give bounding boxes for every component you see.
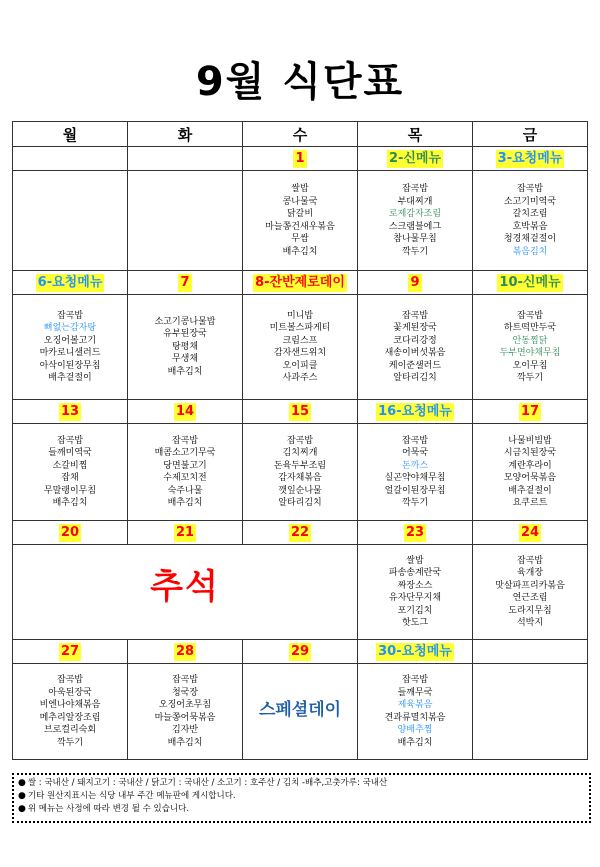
menu-item: 미트볼스파게티 [269,323,331,333]
notes-box [12,773,591,823]
weekday-tue: 화 [128,122,243,147]
menu-item: 로제감자조림 [388,209,442,219]
menu-item: 크림스프 [282,335,318,346]
bullet-icon: ● [18,778,26,788]
date-cell-thu [358,521,473,545]
menu-cell-thu [358,295,473,400]
menu-item: 잡곡밥 [56,310,84,321]
date-cell-mon [13,521,128,545]
date-cell-tue [128,640,243,664]
date-cell-wed [243,400,358,424]
note-text: 위 메뉴는 사정에 따라 변경 될 수 있습니다. [27,804,190,814]
menu-item: 육개장 [516,568,544,578]
menu-item: 맛살파프리카볶음 [495,580,565,591]
menu-item: 스크램블에그 [388,221,442,232]
menu-item: 배추김치 [52,498,88,508]
menu-item: 어묵국 [401,448,429,458]
date-cell-mon [13,271,128,295]
note-text: 쌀 : 국내산 / 돼지고기 : 국내산 / 닭고기 : 국내산 / 소고기 : 호주산 / 김치 -배추,고춧가루: 국내산 [27,778,388,788]
weekday-mon: 월 [13,122,128,147]
menu-item: 모양어묵볶음 [503,473,557,483]
note-origin-display [18,790,585,803]
menu-cell-fri [473,664,588,760]
menu-cell-mon [13,295,128,400]
menu-item: 케이준샐러드 [388,360,442,371]
menu-item: 들깨미역국 [48,448,92,458]
menu-item: 요쿠르트 [512,498,548,508]
menu-item: 감자채볶음 [278,473,322,483]
menu-item: 오징어초무침 [158,700,212,710]
menu-item: 참나물무침 [393,234,437,244]
menu-item: 갈치조림 [512,209,548,219]
date-cell-tue [128,147,243,171]
menu-item: 계란후라이 [508,460,552,471]
menu-item: 새송이버섯볶음 [384,348,446,358]
date-label: 17 [520,403,540,419]
menu-item: 제육볶음 [397,700,433,710]
menu-item: 감자샌드위치 [273,348,327,358]
menu-cell-wed [243,424,358,521]
date-cell-mon [13,400,128,424]
menu-item: 잡곡밥 [56,675,84,685]
date-label: 7 [180,274,190,290]
date-cell-fri [473,640,588,664]
menu-item: 소갈비찜 [52,460,88,471]
menu-row [13,424,588,521]
date-cell-wed [243,521,358,545]
menu-cell-thu [358,664,473,760]
date-row [13,521,588,545]
menu-cell-thu [358,424,473,521]
menu-item: 시금치된장국 [503,448,557,458]
menu-item: 김치찌개 [282,448,318,458]
menu-item: 사과주스 [282,373,318,383]
menu-cell-fri [473,295,588,400]
menu-item: 무쌈 [291,234,309,244]
date-label: 1 [295,150,305,166]
menu-item: 마카로니샐러드 [39,348,101,358]
menu-item: 코다리강정 [393,335,437,346]
menu-cell-mon [13,171,128,271]
bullet-icon: ● [18,791,26,801]
menu-item: 잡곡밥 [286,435,314,446]
menu-item: 들깨무국 [397,687,433,698]
menu-item: 소고기미역국 [503,196,557,207]
weekday-wed: 수 [243,122,358,147]
page-title: 9월 식단표 [195,59,405,105]
menu-item: 마늘쫑건새우볶음 [265,221,335,232]
menu-item: 알타리김치 [278,498,322,508]
menu-item: 매콤소고기무국 [154,448,216,458]
date-label: 22 [290,524,310,540]
menu-cell-mon [13,424,128,521]
menu-item: 하트떡만두국 [503,323,557,333]
menu-item: 배추겉절이 [508,485,552,496]
holiday-cell [13,545,358,640]
menu-item: 오징어볼고기 [43,335,97,346]
menu-item: 잡곡밥 [516,310,544,321]
date-label: 10-신메뉴 [499,274,561,290]
menu-item: 잡곡밥 [401,184,429,194]
menu-cell-thu [358,545,473,640]
date-cell-fri [473,521,588,545]
meal-calendar [12,121,588,760]
menu-item: 돈육두부조림 [273,460,327,471]
menu-item: 유자단무지채 [388,593,442,603]
menu-cell-tue [128,295,243,400]
menu-item: 잡채 [61,473,79,483]
date-label: 9 [410,274,420,290]
menu-item: 쌀밥 [406,555,424,566]
menu-item: 청경채겉절이 [503,234,557,244]
date-cell-wed [243,147,358,171]
menu-item: 메추리알장조림 [39,712,101,723]
date-label: 8-잔반제로데이 [255,274,345,290]
menu-item: 무생채 [171,354,199,365]
weekday-thu: 목 [358,122,473,147]
menu-item: 잡곡밥 [56,435,84,446]
note-text: 기타 원산지표시는 식당 내부 주간 메뉴판에 게시합니다. [27,791,236,801]
menu-row [13,664,588,760]
menu-item: 오이무침 [512,360,548,371]
menu-item: 숙주나물 [167,485,203,496]
menu-item: 잡곡밥 [401,675,429,685]
menu-item: 잡곡밥 [171,435,199,446]
menu-cell-fri [473,424,588,521]
menu-item: 나물비빔밥 [508,435,552,446]
menu-cell-fri [473,171,588,271]
menu-cell-fri [473,545,588,640]
menu-item: 잡곡밥 [401,435,429,446]
date-label: 28 [175,643,195,659]
date-label: 21 [175,524,195,540]
menu-item: 탕평채 [171,341,199,352]
menu-item: 잡곡밥 [171,675,199,685]
menu-item: 콩나물국 [282,196,318,207]
date-cell-mon [13,147,128,171]
date-cell-fri [473,271,588,295]
special-day-label: 스페셜데이 [258,699,342,720]
date-label: 15 [290,403,310,419]
menu-row [13,545,588,640]
date-label: 23 [405,524,425,540]
date-row [13,271,588,295]
date-row [13,147,588,171]
date-cell-tue [128,521,243,545]
menu-item: 미니밥 [286,310,314,321]
menu-item: 오이피클 [282,360,318,371]
menu-item: 청국장 [171,687,199,698]
menu-item: 잡곡밥 [401,310,429,321]
menu-item: 배추김치 [397,737,433,748]
date-cell-wed [243,640,358,664]
menu-item: 잡곡밥 [516,555,544,566]
menu-item: 유부된장국 [163,329,207,340]
menu-item: 볶음김치 [512,246,548,257]
menu-cell-wed [243,295,358,400]
date-cell-fri [473,147,588,171]
menu-item: 핫도그 [401,618,429,628]
date-cell-mon [13,640,128,664]
menu-item: 배추김치 [282,246,318,257]
menu-item: 두부면야채무침 [499,348,561,358]
date-cell-tue [128,400,243,424]
date-cell-fri [473,400,588,424]
menu-cell-tue [128,171,243,271]
note-origin [18,777,585,790]
menu-item: 연근조림 [512,593,548,603]
date-cell-wed [243,271,358,295]
menu-item: 무말랭이무침 [43,485,97,496]
date-label: 24 [520,524,540,540]
menu-item: 소고기콩나물밥 [154,316,216,327]
menu-item: 얼갈이된장무침 [384,485,446,496]
menu-item: 깍두기 [516,373,544,383]
menu-cell-wed [243,171,358,271]
date-row [13,400,588,424]
menu-item: 브로컬리숙회 [43,725,97,735]
date-label: 16-요청메뉴 [378,403,452,419]
menu-item: 깍두기 [401,498,429,508]
menu-item: 김자반 [171,725,199,735]
menu-row [13,295,588,400]
date-cell-thu [358,147,473,171]
menu-item: 수제꼬치전 [163,473,207,483]
menu-item: 배추겉절이 [48,373,92,383]
date-label: 14 [175,403,195,419]
date-label: 29 [290,643,310,659]
date-row [13,640,588,664]
menu-cell-mon [13,664,128,760]
menu-item: 포기김치 [397,605,433,616]
menu-cell-thu [358,171,473,271]
menu-item: 쌀밥 [291,184,309,194]
menu-item: 아욱된장국 [48,687,92,698]
menu-item: 배추김치 [167,737,203,748]
date-label: 20 [60,524,80,540]
bullet-icon: ● [18,804,26,814]
menu-row [13,171,588,271]
menu-item: 깍두기 [56,737,84,748]
menu-cell-tue [128,664,243,760]
date-label: 2-신메뉴 [388,150,442,166]
menu-item: 잡곡밥 [516,184,544,194]
date-cell-thu [358,400,473,424]
menu-item: 닭갈비 [286,209,314,219]
date-label: 30-요청메뉴 [378,643,452,659]
holiday-label: 추석 [150,567,220,608]
date-cell-tue [128,271,243,295]
menu-item: 안동찜닭 [512,335,548,346]
date-label: 13 [60,403,80,419]
menu-item: 깍두기 [401,246,429,257]
menu-item: 비엔나야채볶음 [39,700,101,710]
menu-cell-tue [128,424,243,521]
menu-item: 파송송계란국 [388,568,442,578]
menu-item: 알타리김치 [393,373,437,383]
menu-item: 부대찌개 [397,196,433,207]
menu-item: 석박지 [516,618,544,628]
weekday-fri: 금 [473,122,588,147]
menu-item: 도라지무침 [508,605,552,616]
date-label: 6-요청메뉴 [37,274,103,290]
date-cell-thu [358,640,473,664]
menu-item: 당면불고기 [163,460,207,471]
menu-item: 돈까스 [401,460,429,471]
date-label: 27 [60,643,80,659]
menu-item: 배추김치 [167,498,203,508]
menu-item: 꽃게된장국 [393,323,437,333]
menu-item: 배추김치 [167,366,203,377]
menu-cell-wed [243,664,358,760]
menu-item: 호박볶음 [512,221,548,232]
menu-item: 짜장소스 [397,580,433,591]
menu-item: 양배추찜 [397,725,433,735]
menu-item: 마늘쫑어묵볶음 [154,712,216,723]
date-label: 3-요청메뉴 [497,150,563,166]
menu-item: 견과류멸치볶음 [384,712,446,723]
date-cell-thu [358,271,473,295]
weekday-header-row [13,122,588,147]
note-menu-change [18,803,585,816]
menu-item: 실곤약야채무침 [384,473,446,483]
menu-item: 아삭이된장무침 [39,360,101,371]
menu-item: 뼈없는감자탕 [43,323,97,333]
menu-item: 깻잎순나물 [278,485,322,496]
